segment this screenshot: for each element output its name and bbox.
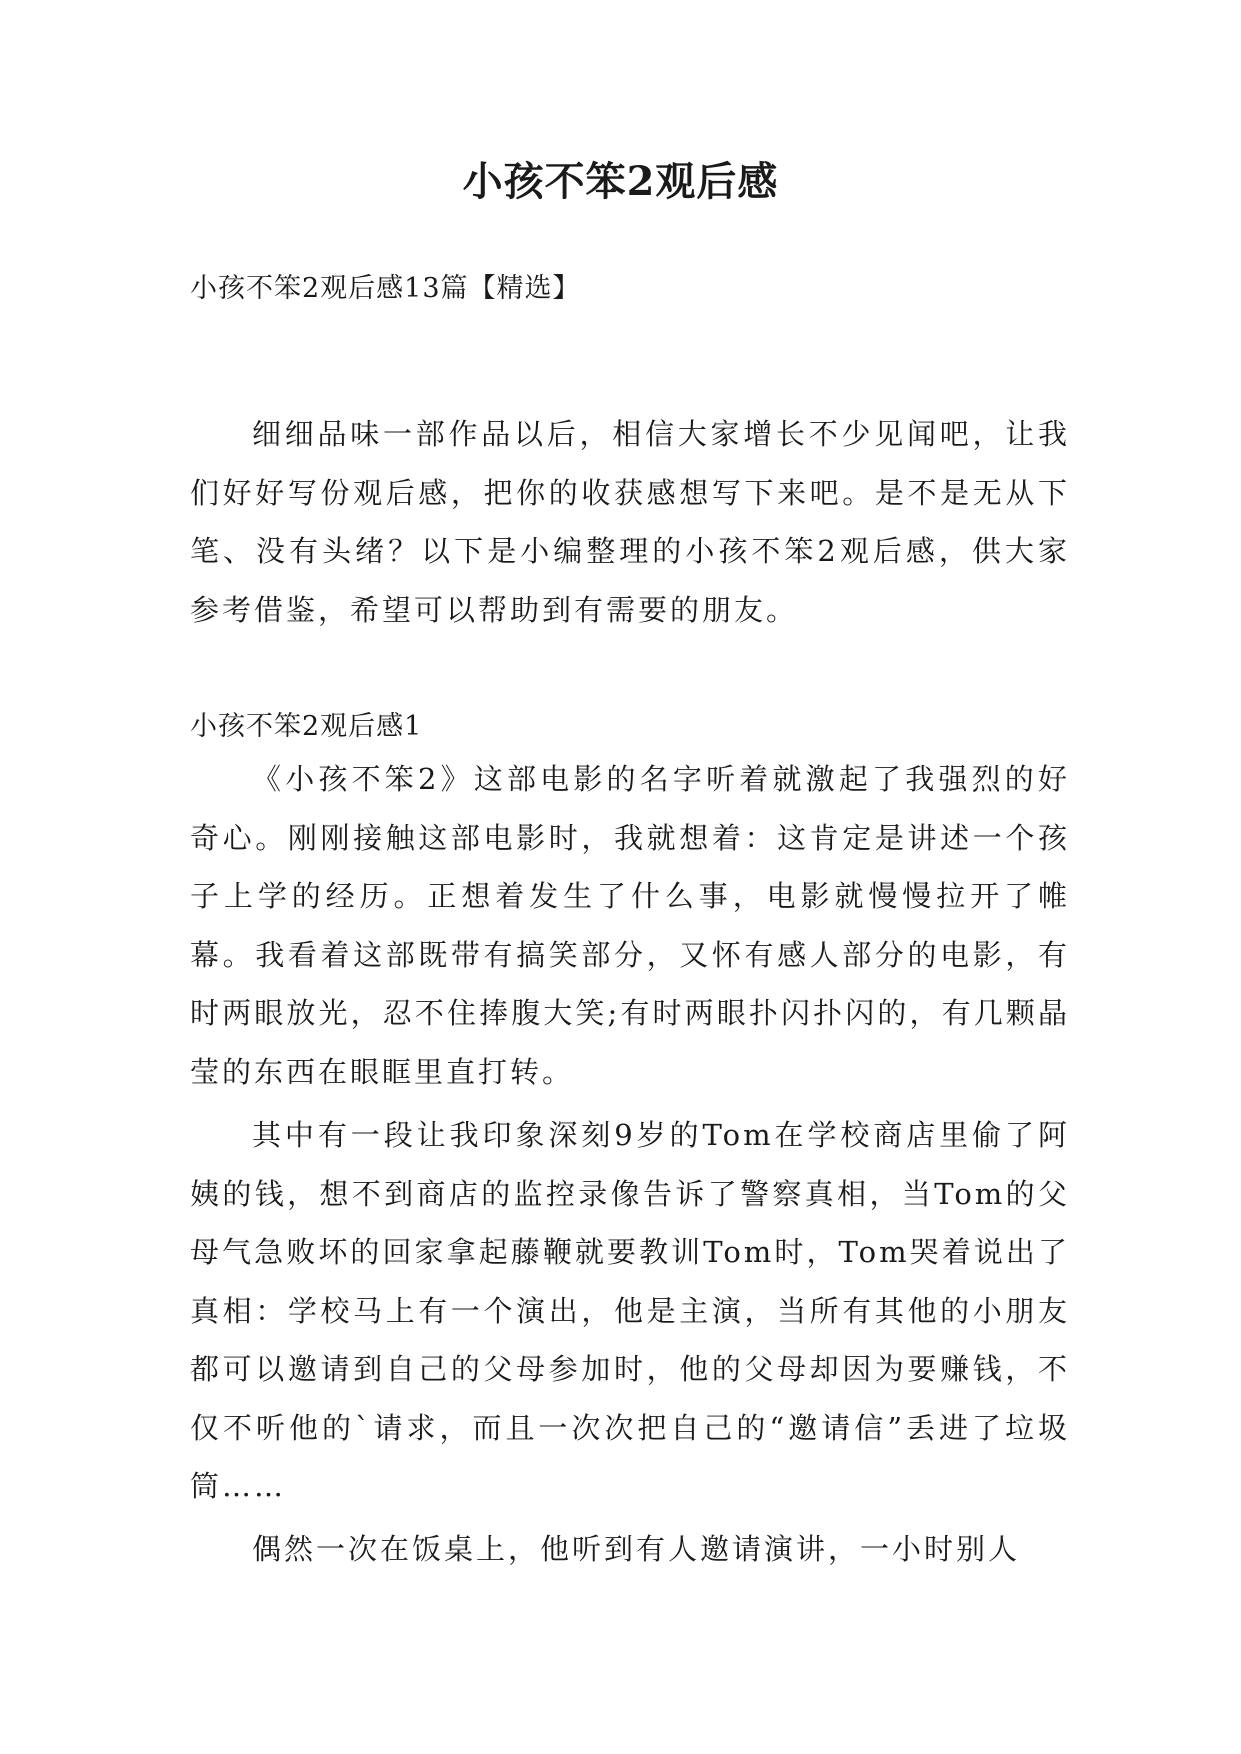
body-paragraph-1: 《小孩不笨2》这部电影的名字听着就激起了我强烈的好奇心。刚刚接触这部电影时，我就想着：这肯定是讲述一个孩子上学的经历。正想着发生了什么事，电影就慢慢拉开了帷幕。我看着这部既带有搞笑部分，又怀有感人部分的电影，有时两眼放光，忍不住捧腹大笑;有时两眼扑闪扑闪的，有几颗晶莹的东西在眼眶里直打转。 bbox=[190, 762, 1070, 1089]
document-subtitle: 小孩不笨2观后感13篇【精选】 bbox=[190, 273, 581, 304]
body-paragraph-3: 偶然一次在饭桌上，他听到有人邀请演讲，一小时别人 bbox=[252, 1532, 1021, 1566]
body-paragraph-2: 其中有一段让我印象深刻9岁的Tom在学校商店里偷了阿姨的钱，想不到商店的监控录像告诉了警察真相，当Tom的父母气急败坏的回家拿起藤鞭就要教训Tom时，Tom哭着说出了真相：学校马上有一个演出，他是主演，当所有其他的小朋友都可以邀请到自己的父母参加时，他的父母却因为要赚钱，不仅不听他的`请求，而且一次次把自己的“邀请信”丢进了垃圾筒…… bbox=[190, 1118, 1070, 1503]
intro-paragraph: 细细品味一部作品以后，相信大家增长不少见闻吧，让我们好好写份观后感，把你的收获感想写下来吧。是不是无从下笔、没有头绪？以下是小编整理的小孩不笨2观后感，供大家参考借鉴，希望可以帮助到有需要的朋友。 bbox=[190, 417, 1070, 627]
section-heading: 小孩不笨2观后感1 bbox=[190, 711, 423, 742]
page-title: 小孩不笨2观后感 bbox=[462, 158, 779, 205]
